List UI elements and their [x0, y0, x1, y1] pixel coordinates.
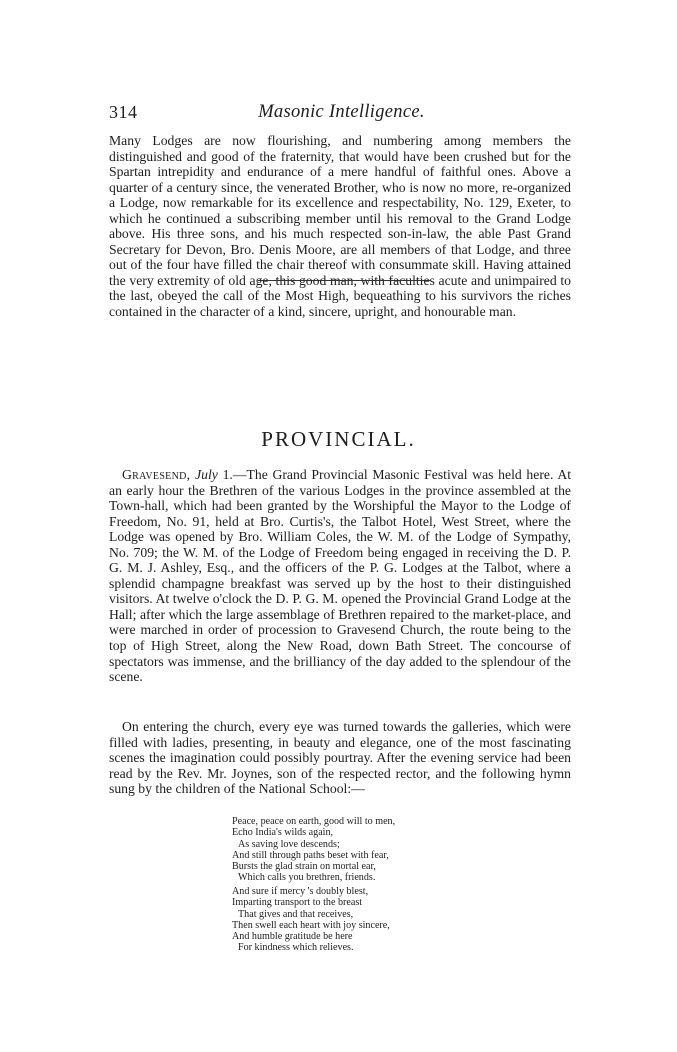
paragraph-obituary: Many Lodges are now flourishing, and numbering among members the distinguished and good of the fraternity, that would have been crushed but for the Spartan intrepidity and endurance of a mere handful of faithful ones. Above a quarter of a century since, the venerated Brother, who is now no more, re-organized a Lodge, now remarkable for its excellence and respectability, No. 129, Exeter, to which he continued a subscribing member until his removal to the Grand Lodge above. His three sons, and his much respected son-in-law, the able Past Grand Secretary for Devon, Bro. Denis Moore, are all members of that Lodge, and three out of the four have filled the chair thereof with consummate skill. Having attained the very extremity of old age, this good man, with faculties acute and unimpaired to the last, obeyed the call of the Most High, bequeathing to his survivors the riches contained in the character of a kind, sincere, upright, and honourable man. — [109, 133, 571, 320]
hymn-line: And sure if mercy 's doubly blest, — [232, 886, 369, 897]
place-name: Gravesend, — [122, 467, 191, 482]
section-title: PROVINCIAL. — [261, 427, 416, 451]
hymn-line: Which calls you brethren, friends. — [238, 872, 376, 884]
hymn-line: Imparting transport to the breast — [232, 897, 363, 909]
hymn-line: For kindness which relieves. — [238, 942, 354, 954]
page-number: 314 — [109, 102, 138, 122]
hymn-line: And still through paths beset with fear, — [232, 849, 389, 861]
paragraph-gravesend — [109, 467, 571, 685]
hymn-stanza-1 — [232, 816, 532, 884]
hymn-line: Echo India's wilds again, — [232, 827, 334, 839]
page-header — [109, 102, 574, 128]
section-divider — [258, 280, 430, 281]
hymn-line: And humble gratitude be here — [232, 931, 353, 943]
paragraph-gravesend-text: 1.—The Grand Provincial Masonic Festival was held here. At an early hour the Brethren of the various Lodges in the province assembled at the Town-hall, which had been granted by the Worshipful the Mayor to the Lodge of Freedom, No. 91, held at Bro. Curtis's, the Talbot Hotel, West Street, where the Lodge was opened by Bro. William Coles, the W. M. of the Lodge of Sympathy, No. 709; the W. M. of the Lodge of Freedom being engaged in receiving the D. P. G. M. J. Ashley, Esq., and the officers of the P. G. Lodges at the Talbot, where a splendid champagne breakfast was served up by the host to their distinguished visitors. At twelve o'clock the D. P. G. M. opened the Provincial Grand Lodge at the Hall; after which the large assemblage of Brethren repaired to the market-place, and were marched in order of procession to Gravesend Church, the route being to the top of High Street, along the New Road, down Bath Street. The concourse of spectators was immense, and the brilliancy of the day added to the splendour of the scene. — [109, 467, 572, 685]
hymn-line: Bursts the glad strain on mortal ear, — [232, 861, 376, 873]
hymn-line: As saving love descends; — [238, 838, 340, 850]
hymn-line: That gives and that receives, — [238, 908, 354, 920]
running-title: Masonic Intelligence. — [258, 102, 425, 122]
hymn-line: Peace, peace on earth, good will to men, — [232, 816, 396, 827]
hymn-stanza-2 — [232, 886, 532, 954]
hymn-line: Then swell each heart with joy sincere, — [232, 919, 390, 931]
paragraph-church: On entering the church, every eye was turned towards the galleries, which were filled with ladies, presenting, in beauty and elegance, one of the most fascinating scenes the imagination could possibly pourtray. After the evening service had been read by the Rev. Mr. Joynes, son of the respected rector, and the following hymn sung by the children of the National School:— — [109, 719, 571, 797]
date-month: July — [195, 467, 218, 482]
